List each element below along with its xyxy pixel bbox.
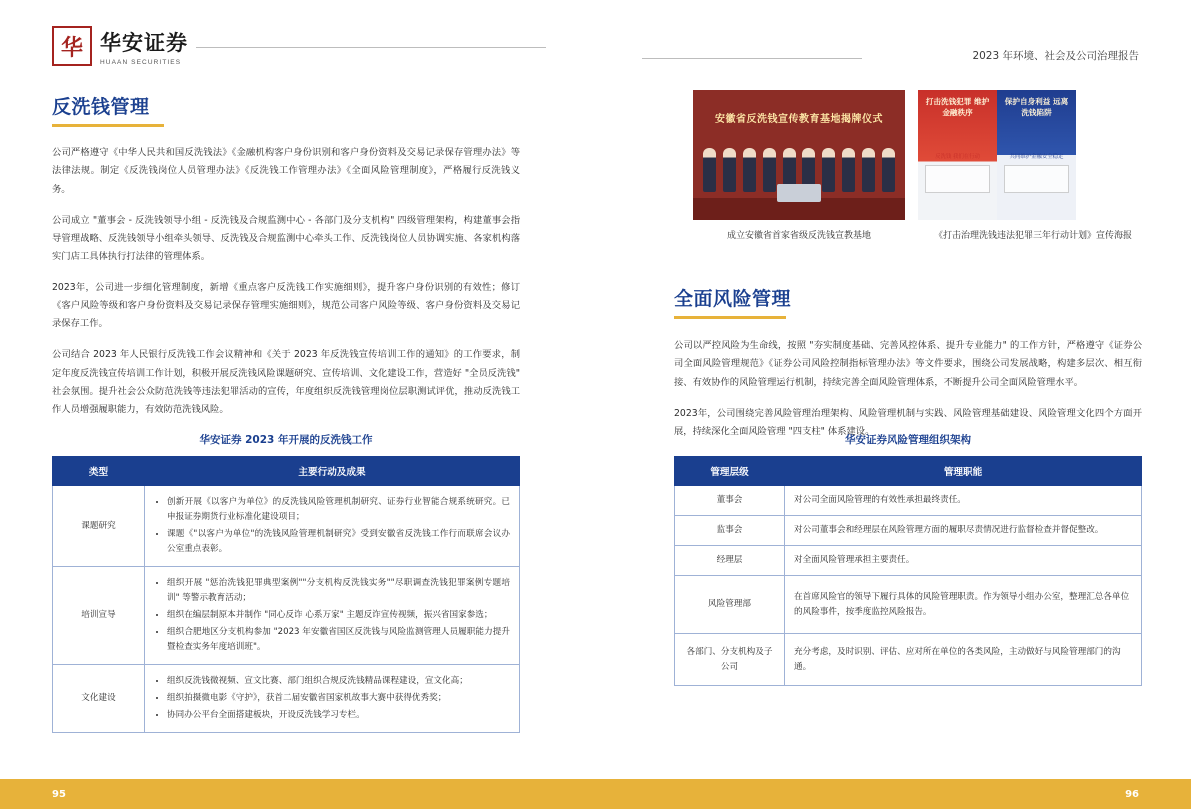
photo-caption: 《打击治理洗钱违法犯罪三年行动计划》宣传海报: [933, 231, 1132, 241]
right-table-caption: 华安证券风险管理组织架构: [845, 434, 971, 446]
poster-title: 打击洗钱犯罪 维护金融秩序: [925, 97, 990, 118]
table-header-cell: 主要行动及成果: [145, 457, 520, 486]
table-header-cell: 管理层级: [675, 457, 785, 486]
list-item: • 组织开展 "惩治洗钱犯罪典型案例""分支机构反洗钱实务""尽职调查洗钱犯罪案例专题培训" 等警示教育活动；: [167, 576, 510, 606]
table-cell-level: 各部门、分支机构及子公司: [675, 634, 785, 686]
table-cell-level: 经理层: [675, 546, 785, 576]
table-cell-duty: 对公司全面风险管理的有效性承担最终责任。: [785, 486, 1142, 516]
table-row: [53, 567, 520, 665]
table-cell-level: 监事会: [675, 516, 785, 546]
photo-caption: 成立安徽省首家省级反洗钱宣教基地: [726, 231, 871, 241]
table-row: [675, 576, 1142, 634]
table-row: [53, 486, 520, 567]
anti-money-laundering-base-photo: [693, 90, 905, 220]
header-divider-left: [196, 47, 546, 48]
poster-right: [997, 90, 1076, 220]
right-section-title: 全面风险管理: [674, 288, 792, 310]
list-item: • 组织合肥地区分支机构参加 "2023 年安徽省国区反洗钱与风险监测管理人员履职能力提升暨检查实务年度培训班"。: [167, 625, 510, 655]
table-row: [675, 546, 1142, 576]
table-cell-items: [145, 567, 520, 665]
right-table-block: [674, 432, 1142, 686]
table-row: [675, 516, 1142, 546]
poster-body-block: [925, 165, 990, 193]
left-body-text: [52, 135, 520, 432]
left-title-underline: [52, 124, 164, 127]
page-number: 96: [1125, 788, 1139, 800]
paragraph: 公司以严控风险为生命线，按照 "夯实制度基础、完善风控体系、提升专业能力" 的工作方针，严格遵守《证券公司全面风险管理规范》《证券公司风险控制指标管理办法》等文件要求，围绕公司发展战略，构建多层次、相互衔接、有效协作的风险管理运行机制，持续完善全面风险管理体系，不断提升公司全面风险管理水平。: [674, 340, 1142, 388]
table-cell-items: [145, 486, 520, 567]
table-header-cell: 类型: [53, 457, 145, 486]
list-item: • 创新开展《以客户为单位》的反洗钱风险管理机制研究、证券行业智能合规系统研究。已申报证券期货行业标准化建设项目；: [167, 495, 510, 525]
anti-money-laundering-table: [52, 456, 520, 733]
photo-row: [693, 90, 1076, 220]
paragraph: 公司成立 "董事会 - 反洗钱领导小组 - 反洗钱及合规监测中心 - 各部门及分支机构" 四级管理架构，构建董事会指导管理战略、反洗钱领导小组牵头领导、反洗钱及合规监测中心牵头工作、反洗钱岗位人员协调实施、各家机构落实门店工具体执行打法律的管理体系。: [52, 214, 520, 262]
table-cell-duty: 在首席风险官的领导下履行具体的风险管理职责。作为领导小组办公室，整理汇总各单位的风险事件，按季度监控风险报告。: [785, 576, 1142, 634]
photo-banner-text: 安徽省反洗钱宣传教育基地揭牌仪式: [715, 114, 883, 125]
table-cell-duty: 充分考虑，及时识别、评估、应对所在单位的各类风险，主动做好与风险管理部门的沟通。: [785, 634, 1142, 686]
table-cell-category: 文化建设: [53, 665, 145, 733]
table-cell-items: [145, 665, 520, 733]
paragraph: 2023年，公司围绕完善风险管理治理架构、风险管理机制与实践、风险管理基础建设、风险管理文化四个方面开展，持续深化全面风险管理 "四支柱" 体系建设。: [674, 407, 1142, 437]
photo-podium: [777, 184, 821, 202]
company-logo: [52, 26, 188, 66]
table-header-row: [53, 457, 520, 486]
page-number: 95: [52, 788, 66, 800]
table-header-row: [675, 457, 1142, 486]
list-item: • 课题《"以客户为单位"的洗钱风险管理机制研究》受到安徽省反洗钱工作行而联席会议办公室重点表彰。: [167, 527, 510, 557]
header-divider-right: [642, 58, 862, 59]
poster-subtitle: 共同维护金融安全稳定: [1009, 153, 1064, 160]
list-item: • 协同办公平台全面搭建板块，开设反洗钱学习专栏。: [167, 708, 510, 723]
logo-name-cn: 华安证券: [100, 30, 188, 55]
list-item: • 组织拍摄微电影《守护》，获首二届安徽省国家机故事大赛中获得优秀奖；: [167, 691, 510, 706]
table-cell-level: 风险管理部: [675, 576, 785, 634]
right-title-underline: [674, 316, 786, 319]
table-header-cell: 管理职能: [785, 457, 1142, 486]
table-cell-category: 培训宣导: [53, 567, 145, 665]
table-cell-duty: 对公司董事会和经理层在风险管理方面的履职尽责情况进行监督检查并督促整改。: [785, 516, 1142, 546]
risk-management-structure-table: [674, 456, 1142, 686]
poster-body-block: [1004, 165, 1069, 193]
table-cell-category: 课题研究: [53, 486, 145, 567]
paragraph: 公司结合 2023 年人民银行反洗钱工作会议精神和《关于 2023 年反洗钱宣传培训工作的通知》的工作要求，制定年度反洗钱宣传培训工作计划，积极开展反洗钱风险课题研究、宣传培训、文化建设工作，营造好 "全员反洗钱" 社会氛围。提升社会公众防范洗钱等违法犯罪活动的宣传，年度组织反洗钱管理岗位层职测试评优，推动反洗钱工作人员增强履职能力，有效防范洗钱风险。: [52, 349, 520, 415]
logo-name-en: HUAAN SECURITIES: [100, 58, 182, 66]
table-cell-duty: 对全面风险管理承担主要责任。: [785, 546, 1142, 576]
list-item: • 组织在编层制原本并制作 "同心反诈 心系万家" 主题反诈宣传视频，振兴省国家参选；: [167, 608, 510, 623]
left-table-block: [52, 432, 520, 733]
table-row: [675, 634, 1142, 686]
left-page: [0, 0, 595, 809]
table-row: [675, 486, 1142, 516]
logo-text: [100, 27, 188, 66]
paragraph: 公司严格遵守《中华人民共和国反洗钱法》《金融机构客户身份识别和客户身份资料及交易记录保存管理办法》等法律法规。制定《反洗钱岗位人员管理办法》《反洗钱工作管理办法》《全面风险管理制度》，严格履行反洗钱义务。: [52, 147, 520, 195]
list-item: • 组织反洗钱微视频、宣文比赛、部门组织合规反洗钱精品课程建设，宣文化高；: [167, 674, 510, 689]
poster-title: 保护自身利益 远离洗钱陷阱: [1004, 97, 1069, 118]
poster-subtitle: 反洗钱 我们在行动: [935, 153, 980, 160]
logo-mark-icon: 华: [52, 26, 92, 66]
campaign-poster-photo: [918, 90, 1076, 220]
report-title: 2023 年环境、社会及公司治理报告: [972, 50, 1139, 62]
left-footer: [0, 779, 595, 809]
poster-left: [918, 90, 997, 220]
paragraph: 2023年，公司进一步细化管理制度，新增《重点客户反洗钱工作实施细则》，提升客户身份识别的有效性；修订《客户风险等级和客户身份资料及交易记录保存管理实施细则》，规范公司客户风险等级、客户身份资料及交易记录保存工作。: [52, 282, 520, 330]
table-row: [53, 665, 520, 733]
left-table-caption: 华安证券 2023 年开展的反洗钱工作: [199, 434, 373, 446]
table-cell-level: 董事会: [675, 486, 785, 516]
right-footer: [595, 779, 1191, 809]
left-section-title: 反洗钱管理: [52, 96, 150, 118]
